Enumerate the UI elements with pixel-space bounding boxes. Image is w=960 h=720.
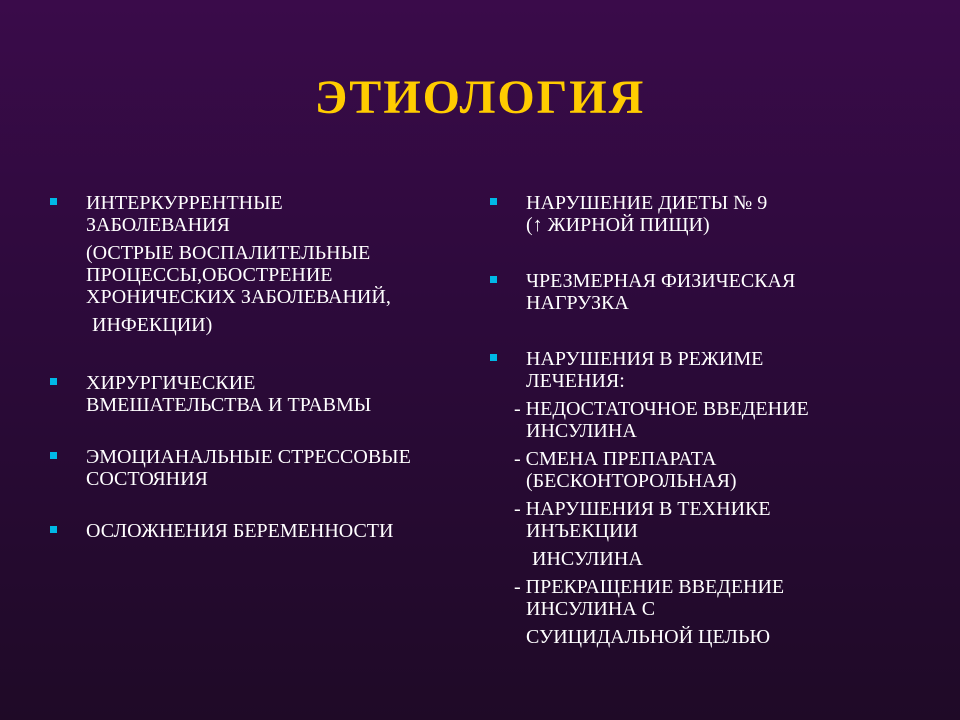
square-bullet-icon <box>50 198 57 205</box>
item-text-line: ИНТЕРКУРРЕНТНЫЕ <box>86 192 283 214</box>
item-text-line: СОСТОЯНИЯ <box>86 468 208 490</box>
item-text-line: ИНФЕКЦИИ) <box>92 314 213 336</box>
item-text-line: ЛЕЧЕНИЯ: <box>526 370 625 392</box>
item-text-line: ЭМОЦИАНАЛЬНЫЕ СТРЕССОВЫЕ <box>86 446 411 468</box>
sub-item-line: ИНЪЕКЦИИ <box>526 520 638 542</box>
item-text-line: НАРУШЕНИЕ ДИЕТЫ № 9 <box>526 192 768 214</box>
item-text-line: ВМЕШАТЕЛЬСТВА И ТРАВМЫ <box>86 394 372 416</box>
sub-item-line: - НАРУШЕНИЯ В ТЕХНИКЕ <box>514 498 771 520</box>
item-text-line: ХИРУРГИЧЕСКИЕ <box>86 372 256 394</box>
item-text-line: ПРОЦЕССЫ,ОБОСТРЕНИЕ <box>86 264 333 286</box>
list-item-intercurrent-diseases <box>48 192 478 336</box>
list-item-diet-violation <box>488 192 918 236</box>
item-text-line: ЗАБОЛЕВАНИЯ <box>86 214 230 236</box>
item-text-line: НАГРУЗКА <box>526 292 629 314</box>
item-text-line: (↑ ЖИРНОЙ ПИЩИ) <box>526 214 710 236</box>
sub-item-line: СУИЦИДАЛЬНОЙ ЦЕЛЬЮ <box>526 626 771 648</box>
square-bullet-icon <box>490 354 497 361</box>
sub-item-line: (БЕСКОНТОРОЛЬНАЯ) <box>526 470 737 492</box>
item-text-line: ОСЛОЖНЕНИЯ БЕРЕМЕННОСТИ <box>86 520 394 542</box>
square-bullet-icon <box>490 198 497 205</box>
left-column <box>48 192 478 566</box>
sub-item-line: - НЕДОСТАТОЧНОЕ ВВЕДЕНИЕ <box>514 398 809 420</box>
item-text-line: НАРУШЕНИЯ В РЕЖИМЕ <box>526 348 764 370</box>
sub-item-line: ИНСУЛИНА С <box>526 598 656 620</box>
square-bullet-icon <box>50 452 57 459</box>
sub-item-line: - СМЕНА ПРЕПАРАТА <box>514 448 717 470</box>
list-item-emotional-stress <box>48 446 478 490</box>
right-column <box>488 192 918 672</box>
list-item-pregnancy-complications <box>48 520 478 542</box>
item-text-line: ХРОНИЧЕСКИХ ЗАБОЛЕВАНИЙ, <box>86 286 391 308</box>
square-bullet-icon <box>50 378 57 385</box>
list-item-physical-load <box>488 270 918 314</box>
slide-title: ЭТИОЛОГИЯ <box>314 71 646 124</box>
square-bullet-icon <box>490 276 497 283</box>
sub-item-line: - ПРЕКРАЩЕНИЕ ВВЕДЕНИЕ <box>514 576 785 598</box>
sub-item-line: ИНСУЛИНА <box>526 420 637 442</box>
list-item-treatment-violations <box>488 348 918 648</box>
sub-item-line: ИНСУЛИНА <box>532 548 643 570</box>
item-text-line: ЧРЕЗМЕРНАЯ ФИЗИЧЕСКАЯ <box>526 270 796 292</box>
square-bullet-icon <box>50 526 57 533</box>
item-text-line: (ОСТРЫЕ ВОСПАЛИТЕЛЬНЫЕ <box>86 242 371 264</box>
list-item-surgery-trauma <box>48 372 478 416</box>
